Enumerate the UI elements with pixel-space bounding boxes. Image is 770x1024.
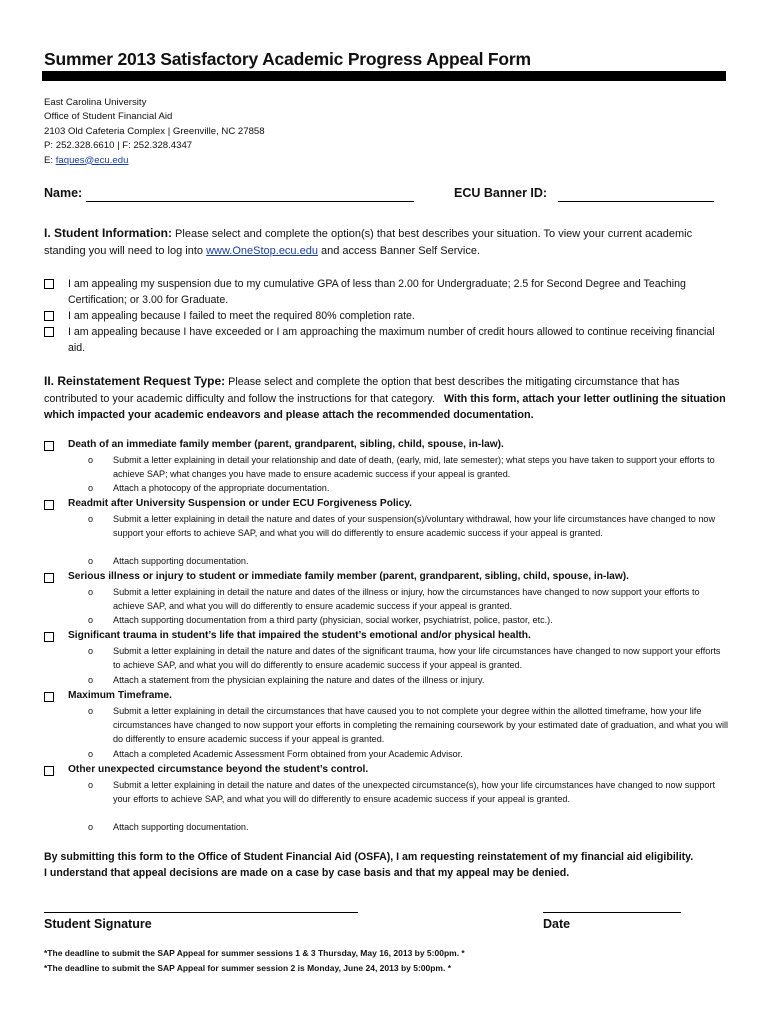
bullet-circle-icon: o bbox=[88, 646, 94, 656]
email-prefix: E: bbox=[44, 154, 56, 166]
section-reinstatement-type bbox=[44, 373, 728, 424]
option-text: I am appealing my suspension due to my cumulative GPA of less than 2.00 for Undergraduate; 2.5 for Second Degree and Teaching Certification; or 3.00 for Graduate. bbox=[68, 278, 686, 306]
title-rule bbox=[42, 71, 726, 81]
option-text: I am appealing because I have exceeded or I am approaching the maximum number of credit hours allowed to continue receiving financial aid. bbox=[68, 326, 715, 354]
option-max-credit-hours bbox=[44, 324, 724, 356]
signature-field-line[interactable] bbox=[44, 912, 358, 913]
office-address bbox=[44, 96, 265, 168]
bullet-circle-icon: o bbox=[88, 514, 94, 524]
item-text: Submit a letter explaining in detail your relationship and date of death, (early, mid, late semester); what steps you have taken to support your efforts to achieve SAP; what changes you have made to ensure academic success if your appeal is granted. bbox=[113, 455, 715, 479]
deadline-note: *The deadline to submit the SAP Appeal for summer sessions 1 & 3 Thursday, May 16, 2013 by 5:00pm. * bbox=[44, 948, 465, 958]
bullet-circle-icon: o bbox=[88, 556, 94, 566]
option-text: I am appealing because I failed to meet the required 80% completion rate. bbox=[68, 310, 415, 322]
bullet-circle-icon: o bbox=[88, 749, 94, 759]
bullet-circle-icon: o bbox=[88, 455, 94, 465]
category-item bbox=[88, 820, 728, 834]
section-heading: II. Reinstatement Request Type: bbox=[44, 374, 226, 388]
item-text: Attach a statement from the physician explaining the nature and dates of the illness or injury. bbox=[113, 675, 485, 685]
date-label: Date bbox=[543, 917, 571, 931]
category-death-of-family-member bbox=[44, 438, 728, 452]
section-heading: I. Student Information: bbox=[44, 226, 172, 240]
item-text: Submit a letter explaining in detail the nature and dates of the illness or injury, how the circumstances have changed to now support your efforts to achieve SAP, and what you will do differently to ensure academic success if your appeal is granted. bbox=[113, 587, 700, 611]
category-other-unexpected-circumstance bbox=[44, 763, 728, 777]
checkbox[interactable] bbox=[44, 311, 54, 321]
checkbox[interactable] bbox=[44, 279, 54, 289]
deadline-note: *The deadline to submit the SAP Appeal for summer session 2 is Monday, June 24, 2013 by 5:00pm. * bbox=[44, 963, 452, 973]
category-label: Other unexpected circumstance beyond the student’s control. bbox=[68, 764, 369, 775]
bullet-circle-icon: o bbox=[88, 615, 94, 625]
category-maximum-timeframe bbox=[44, 689, 728, 703]
checkbox[interactable] bbox=[44, 632, 54, 642]
checkbox[interactable] bbox=[44, 766, 54, 776]
banner-id-label: ECU Banner ID: bbox=[454, 186, 548, 200]
category-item bbox=[88, 554, 728, 568]
category-item bbox=[88, 778, 728, 806]
category-label: Serious illness or injury to student or immediate family member (parent, grandparent, sibling, child, spouse, in-law). bbox=[68, 571, 629, 582]
category-label: Maximum Timeframe. bbox=[68, 690, 172, 701]
bullet-circle-icon: o bbox=[88, 587, 94, 597]
onestop-link[interactable]: www.OneStop.ecu.edu bbox=[206, 244, 318, 257]
address-line: 2103 Old Cafeteria Complex | Greenville, NC 27858 bbox=[44, 125, 265, 137]
item-text: Attach supporting documentation from a third party (physician, social worker, psychiatrist, police, pastor, etc.). bbox=[113, 615, 553, 625]
bullet-circle-icon: o bbox=[88, 675, 94, 685]
item-text: Attach supporting documentation. bbox=[113, 556, 249, 566]
category-readmit-after-suspension bbox=[44, 497, 728, 511]
option-gpa-suspension bbox=[44, 276, 724, 308]
checkbox[interactable] bbox=[44, 500, 54, 510]
section-student-information bbox=[44, 225, 724, 259]
item-text: Submit a letter explaining in detail the nature and dates of your suspension(s)/voluntary withdrawal, how your life circumstances have changed to now support your efforts to achieve SAP, and what you will do differently to ensure academic success if your appeal is granted. bbox=[113, 514, 716, 538]
item-text: Attach a photocopy of the appropriate documentation. bbox=[113, 483, 330, 493]
category-label: Readmit after University Suspension or under ECU Forgiveness Policy. bbox=[68, 498, 413, 509]
closing-line: By submitting this form to the Office of Student Financial Aid (OSFA), I am requesting reinstatement of my financial aid eligibility. bbox=[44, 851, 694, 863]
item-text: Submit a letter explaining in detail the circumstances that have caused you to not complete your degree within the allotted timeframe, how your life circumstances have changed to now support your efforts in completing the remaining coursework by your estimated date of graduation, and what you will do differently to ensure academic success if your appeal is granted. bbox=[113, 706, 729, 744]
section-text: Please select and complete the option that best describes the mitigating circumstance that has contributed to your academic difficulty and follow the instructions for that category. bbox=[44, 376, 680, 405]
section-text: and access Banner Self Service. bbox=[317, 244, 480, 257]
checkbox[interactable] bbox=[44, 692, 54, 702]
checkbox[interactable] bbox=[44, 573, 54, 583]
checkbox[interactable] bbox=[44, 441, 54, 451]
closing-line: I understand that appeal decisions are made on a case by case basis and that my appeal may be denied. bbox=[44, 867, 570, 879]
category-item bbox=[88, 673, 728, 687]
category-label: Death of an immediate family member (parent, grandparent, sibling, child, spouse, in-law). bbox=[68, 439, 504, 450]
item-text: Submit a letter explaining in detail the nature and dates of the unexpected circumstance(s), how your life circumstances have changed to now support your efforts to achieve SAP, and what you will do differently to ensure academic success if your appeal is granted. bbox=[113, 780, 716, 804]
item-text: Submit a letter explaining in detail the nature and dates of the significant trauma, how your life circumstances have changed to now support your efforts to achieve SAP, and what you will do differently to ensure academic success if your appeal is granted. bbox=[113, 646, 721, 670]
date-field-line[interactable] bbox=[543, 912, 681, 913]
category-item bbox=[88, 613, 728, 627]
address-line: P: 252.328.6610 | F: 252.328.4347 bbox=[44, 140, 193, 152]
category-item bbox=[88, 585, 728, 613]
category-item bbox=[88, 747, 728, 761]
item-text: Attach a completed Academic Assessment Form obtained from your Academic Advisor. bbox=[113, 749, 463, 759]
category-item bbox=[88, 512, 728, 540]
address-line: Office of Student Financial Aid bbox=[44, 111, 173, 123]
email-link[interactable]: faques@ecu.edu bbox=[55, 154, 129, 166]
category-label: Significant trauma in student’s life that impaired the student’s emotional and/or physical health. bbox=[68, 630, 531, 641]
address-line: East Carolina University bbox=[44, 97, 147, 108]
email-line bbox=[44, 154, 265, 168]
bullet-circle-icon: o bbox=[88, 483, 94, 493]
option-completion-rate bbox=[44, 308, 724, 324]
category-item bbox=[88, 481, 728, 495]
category-item bbox=[88, 644, 728, 672]
page-title: Summer 2013 Satisfactory Academic Progress Appeal Form bbox=[44, 49, 531, 69]
category-significant-trauma bbox=[44, 629, 728, 643]
item-text: Attach supporting documentation. bbox=[113, 822, 249, 832]
bullet-circle-icon: o bbox=[88, 822, 94, 832]
bullet-circle-icon: o bbox=[88, 780, 94, 790]
section-text: Please select and complete the option(s) that best describes your situation. To view your current academic standing you will need to log into bbox=[44, 228, 693, 257]
bullet-circle-icon: o bbox=[88, 706, 94, 716]
name-label: Name: bbox=[44, 186, 83, 200]
category-item bbox=[88, 453, 728, 481]
student-signature-label: Student Signature bbox=[44, 917, 152, 931]
category-item bbox=[88, 704, 728, 746]
name-field-line[interactable] bbox=[86, 201, 414, 202]
banner-id-field-line[interactable] bbox=[558, 201, 714, 202]
closing-statement bbox=[44, 849, 734, 881]
section-bold-text: With this form, attach your letter outlining the situation which impacted your academic endeavors and please attach the recommended documentation. bbox=[44, 392, 726, 421]
checkbox[interactable] bbox=[44, 327, 54, 337]
category-serious-illness-or-injury bbox=[44, 570, 728, 584]
